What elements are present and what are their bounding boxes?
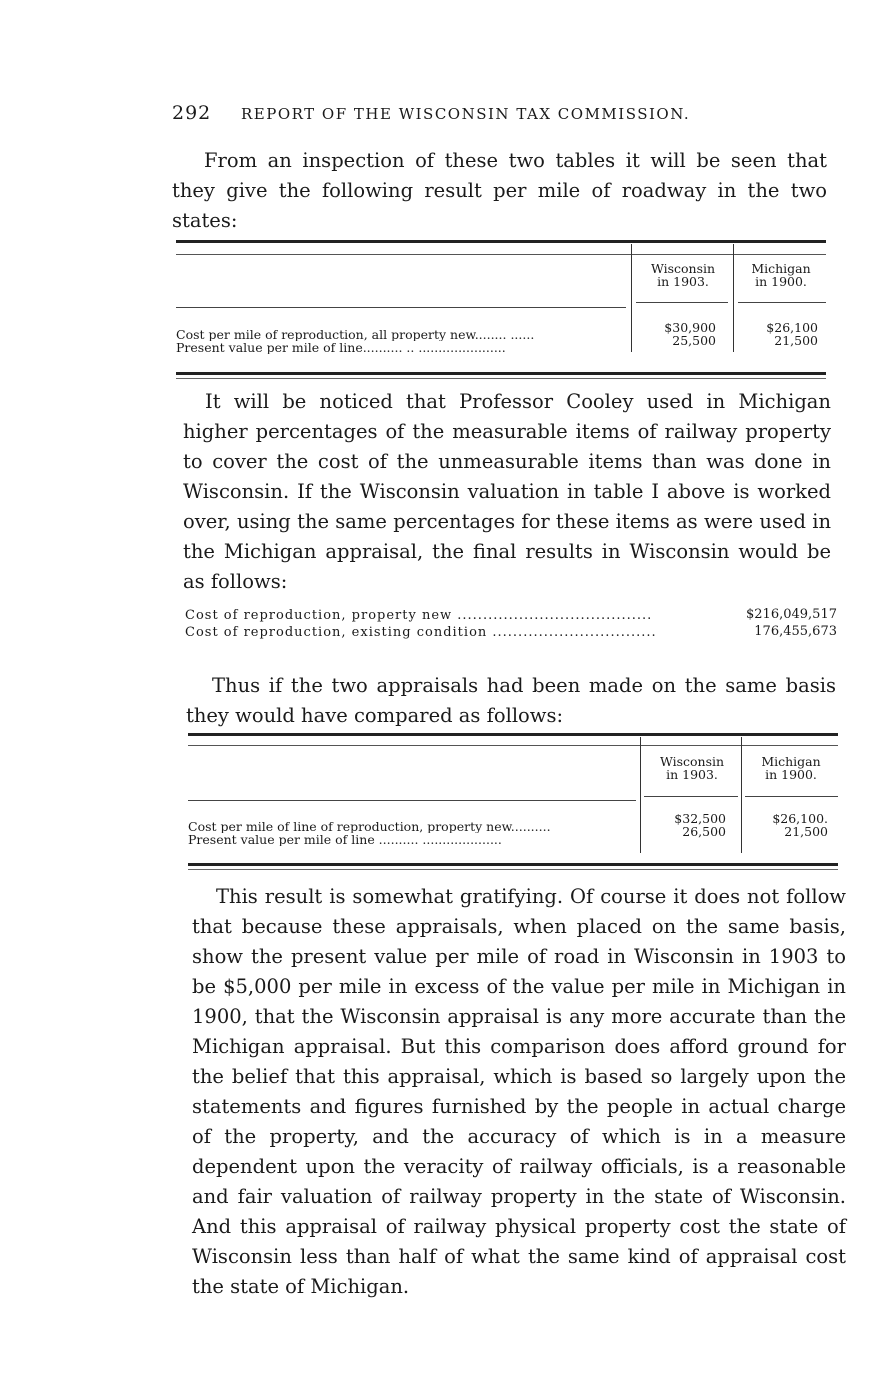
- intro-paragraph: From an inspection of these two tables it will be seen that they give the following result per mile of roadway in the two states:: [172, 149, 827, 232]
- table2-top-rule: [188, 733, 838, 736]
- table1-top-thin-rule: [176, 254, 826, 255]
- table1-col-michigan-state: Michigan: [751, 261, 811, 276]
- final-paragraph-block: [192, 882, 846, 1302]
- table1-col-wisconsin: [634, 262, 732, 288]
- table2-col-michigan: [744, 755, 838, 781]
- table1-row-2-label: Present value per mile of line.......... .. ......................: [176, 341, 506, 354]
- thus-paragraph: Thus if the two appraisals had been made on the same basis they would have compared as follows:: [186, 674, 836, 727]
- cost-list-value: $216,049,517: [746, 607, 837, 622]
- table2-row-1-michigan: $26,100.: [772, 811, 828, 826]
- cost-list-label: Cost of reproduction, existing condition ................................: [185, 625, 657, 640]
- thus-paragraph-block: [186, 671, 836, 731]
- table2-row-1-label: Cost per mile of line of reproduction, property new..........: [188, 820, 551, 833]
- table1-label-rule: [176, 307, 626, 308]
- table1-wis-head-rule: [636, 302, 728, 303]
- table1-row-1-label: Cost per mile of reproduction, all property new........ ......: [176, 328, 535, 341]
- cost-list-item: [185, 608, 837, 625]
- table1-col-michigan-year: in 1900.: [755, 274, 807, 289]
- table1-col-michigan: [736, 262, 826, 288]
- table1-row-2-wisconsin: 25,500: [672, 333, 716, 348]
- table2-row-2-michigan: 21,500: [784, 824, 828, 839]
- table2-row-2-wisconsin: 26,500: [682, 824, 726, 839]
- table1-col-wisconsin-year: in 1903.: [657, 274, 709, 289]
- table2-label-rule: [188, 800, 636, 801]
- cost-list-label: Cost of reproduction, property new ......................................: [185, 608, 653, 623]
- middle-paragraph: It will be noticed that Professor Cooley used in Michigan higher percentages of the measurable items of railway property to cover the cost of the unmeasurable items than was done in Wisconsin. If the Wisconsin valuation in table I above is worked over, using the same percentages for these items as were used in the Michigan appraisal, the final results in Wisconsin would be as follows:: [183, 390, 831, 593]
- page-number: 292: [172, 102, 212, 124]
- comparison-table-2: [188, 733, 838, 873]
- table2-bottom-thin-rule: [188, 869, 838, 870]
- table2-row-2-label: Present value per mile of line .......... ....................: [188, 833, 502, 846]
- cost-list-value: 176,455,673: [754, 624, 837, 639]
- table2-wis-head-rule: [644, 796, 738, 797]
- cost-list-item: [185, 625, 837, 642]
- table1-mich-head-rule: [738, 302, 826, 303]
- table2-col-wisconsin-state: Wisconsin: [659, 754, 725, 769]
- final-paragraph: This result is somewhat gratifying. Of course it does not follow that because these appraisals, when placed on the same basis, show the present value per mile of road in Wisconsin in 1903 to be $5,000 per mile in excess of the value per mile in Michigan in 1900, that the Wisconsin appraisal is any more accurate than the Michigan appraisal. But this comparison does afford ground for the belief that this appraisal, which is based so largely upon the statements and figures furnished by the people in actual charge of the property, and the accuracy of which is in a measure dependent upon the veracity of railway officials, is a reasonable and fair valuation of railway property in the state of Wisconsin. And this appraisal of railway physical property cost the state of Wisconsin less than half of what the same kind of appraisal cost the state of Michigan.: [192, 885, 846, 1298]
- comparison-table-1: [176, 240, 826, 380]
- table2-col-divider-1: [640, 737, 641, 853]
- intro-paragraph-block: [172, 146, 827, 236]
- table1-col-divider-1: [631, 244, 632, 352]
- table1-col-wisconsin-state: Wisconsin: [650, 261, 716, 276]
- table1-bottom-thin-rule: [176, 378, 826, 379]
- table2-row-1-wisconsin: $32,500: [674, 811, 726, 826]
- table2-col-wisconsin-year: in 1903.: [666, 767, 718, 782]
- table1-row-2-michigan: 21,500: [774, 333, 818, 348]
- running-title: REPORT OF THE WISCONSIN TAX COMMISSION.: [241, 105, 691, 123]
- table1-row-1-wisconsin: $30,900: [664, 320, 716, 335]
- table2-col-michigan-year: in 1900.: [765, 767, 817, 782]
- table2-mich-head-rule: [745, 796, 838, 797]
- table2-bottom-rule: [188, 863, 838, 866]
- middle-paragraph-block: [183, 387, 831, 597]
- cost-list: [185, 608, 837, 642]
- table2-col-michigan-state: Michigan: [761, 754, 821, 769]
- table2-col-divider-2: [741, 737, 742, 853]
- table1-bottom-rule: [176, 372, 826, 375]
- table1-row-1-michigan: $26,100: [766, 320, 818, 335]
- table2-col-wisconsin: [643, 755, 741, 781]
- table1-col-divider-2: [733, 244, 734, 352]
- table1-top-rule: [176, 240, 826, 243]
- page-header: [172, 102, 812, 124]
